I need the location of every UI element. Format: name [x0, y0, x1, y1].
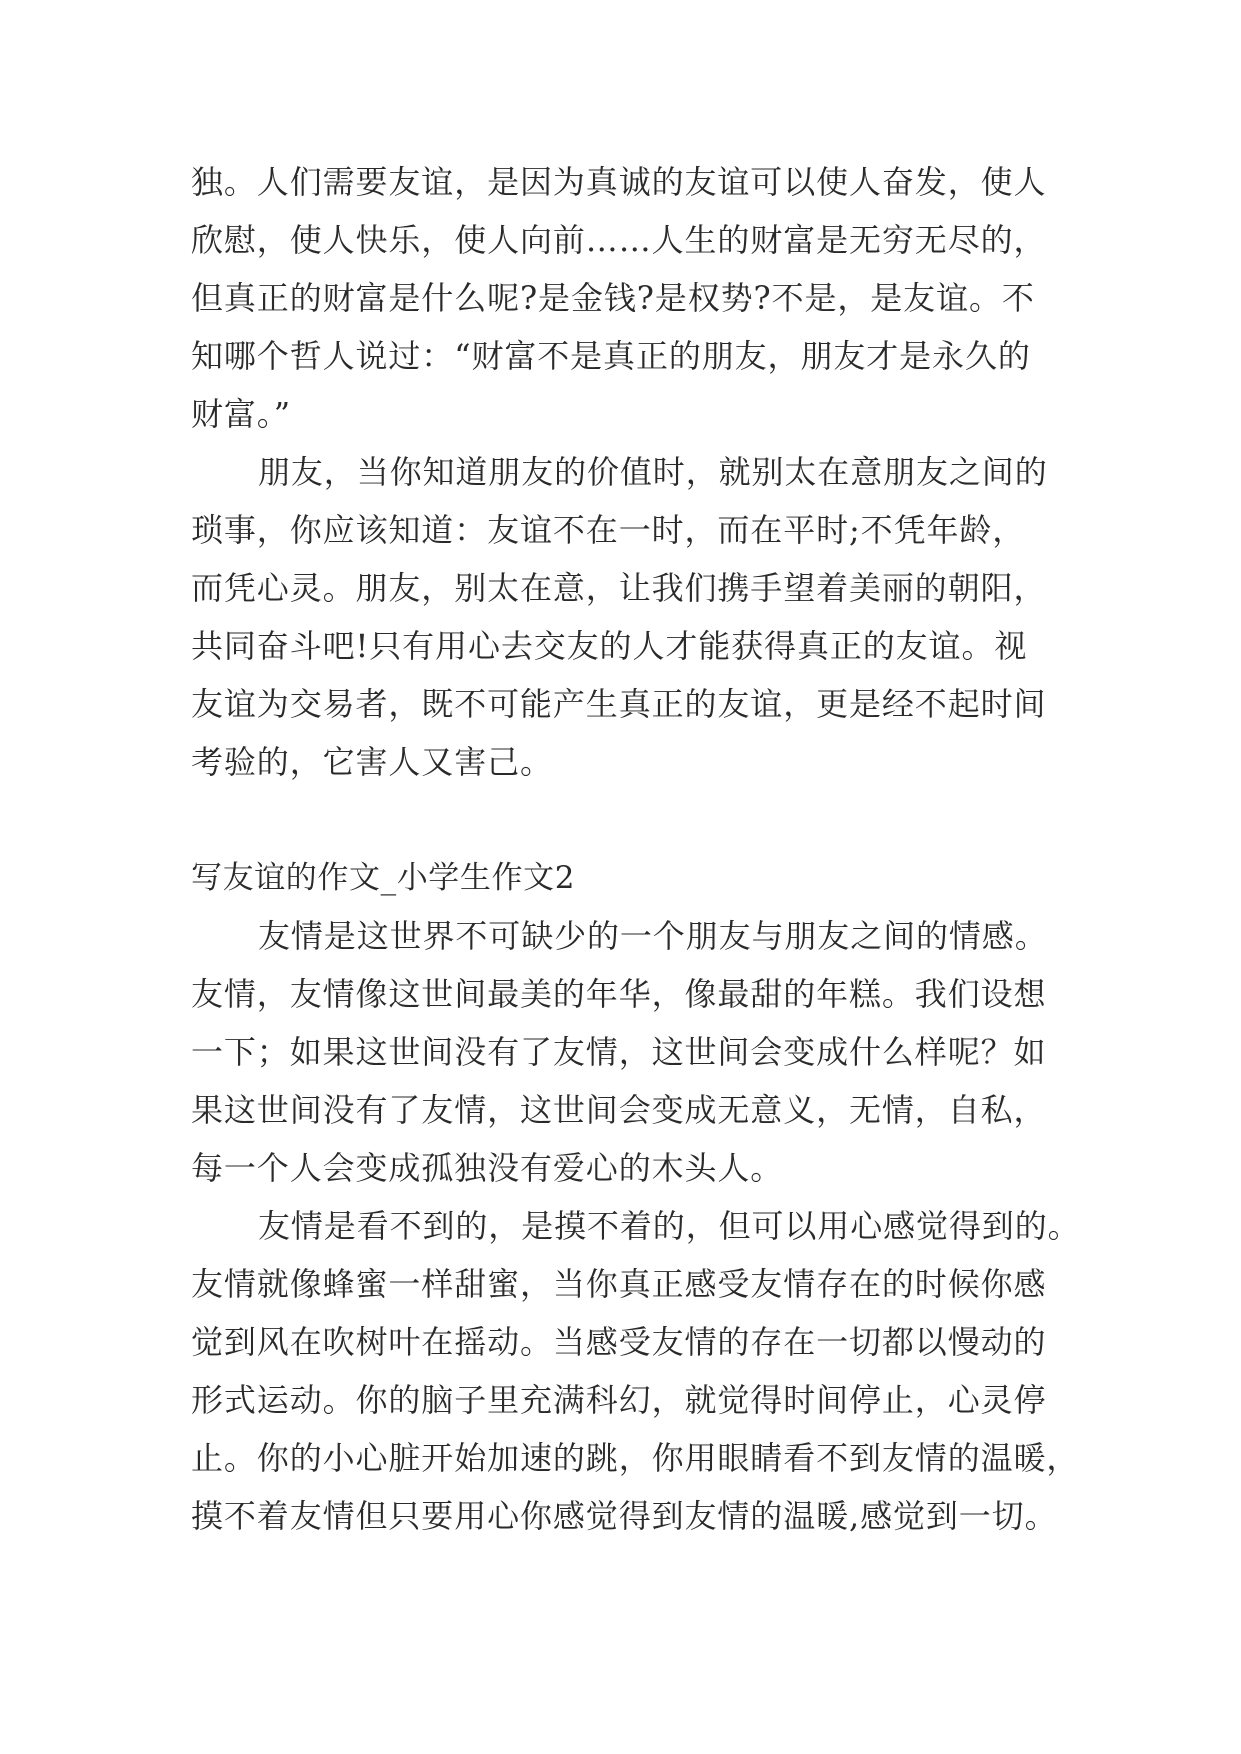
text-line: 欣慰，使人快乐，使人向前……人生的财富是无穷无尽的，	[191, 221, 1047, 259]
text-line: 共同奋斗吧!只有用心去交友的人才能获得真正的友谊。视	[191, 627, 1028, 665]
text-line: 朋友，当你知道朋友的价值时，就别太在意朋友之间的	[258, 453, 1048, 491]
text-line: 觉到风在吹树叶在摇动。当感受友情的存在一切都以慢动的	[191, 1323, 1047, 1361]
text-line: 友情就像蜂蜜一样甜蜜，当你真正感受友情存在的时候你感	[191, 1265, 1047, 1303]
text-line: 但真正的财富是什么呢?是金钱?是权势?不是，是友谊。不	[191, 279, 1035, 317]
text-line: 形式运动。你的脑子里充满科幻，就觉得时间停止，心灵停	[191, 1381, 1047, 1419]
text-line: 知哪个哲人说过：“财富不是真正的朋友，朋友才是永久的	[191, 337, 1031, 375]
text-line: 友情，友情像这世间最美的年华，像最甜的年糕。我们设想	[191, 975, 1047, 1013]
text-line: 友情是看不到的，是摸不着的，但可以用心感觉得到的。	[258, 1207, 1081, 1245]
text-line: 琐事，你应该知道：友谊不在一时，而在平时;不凭年龄，	[191, 511, 1026, 549]
text-line: 止。你的小心脏开始加速的跳，你用眼睛看不到友情的温暖，	[191, 1439, 1080, 1477]
text-line: 一下；如果这世间没有了友情，这世间会变成什么样呢？如	[191, 1033, 1047, 1071]
text-line: 而凭心灵。朋友，别太在意，让我们携手望着美丽的朝阳，	[191, 569, 1047, 607]
text-line: 每一个人会变成孤独没有爱心的木头人。	[191, 1149, 784, 1187]
text-line: 友情是这世界不可缺少的一个朋友与朋友之间的情感。	[258, 917, 1048, 955]
text-line: 友谊为交易者，既不可能产生真正的友谊，更是经不起时间	[191, 685, 1047, 723]
text-line: 摸不着友情但只要用心你感觉得到友情的温暖,感觉到一切。	[191, 1497, 1058, 1535]
section-title: 写友谊的作文_小学生作文2	[191, 860, 576, 896]
text-line: 考验的，它害人又害己。	[191, 743, 553, 781]
text-line: 独。人们需要友谊，是因为真诚的友谊可以使人奋发，使人	[191, 163, 1047, 201]
text-line: 财富。”	[191, 395, 291, 433]
text-line: 果这世间没有了友情，这世间会变成无意义，无情，自私，	[191, 1091, 1047, 1129]
